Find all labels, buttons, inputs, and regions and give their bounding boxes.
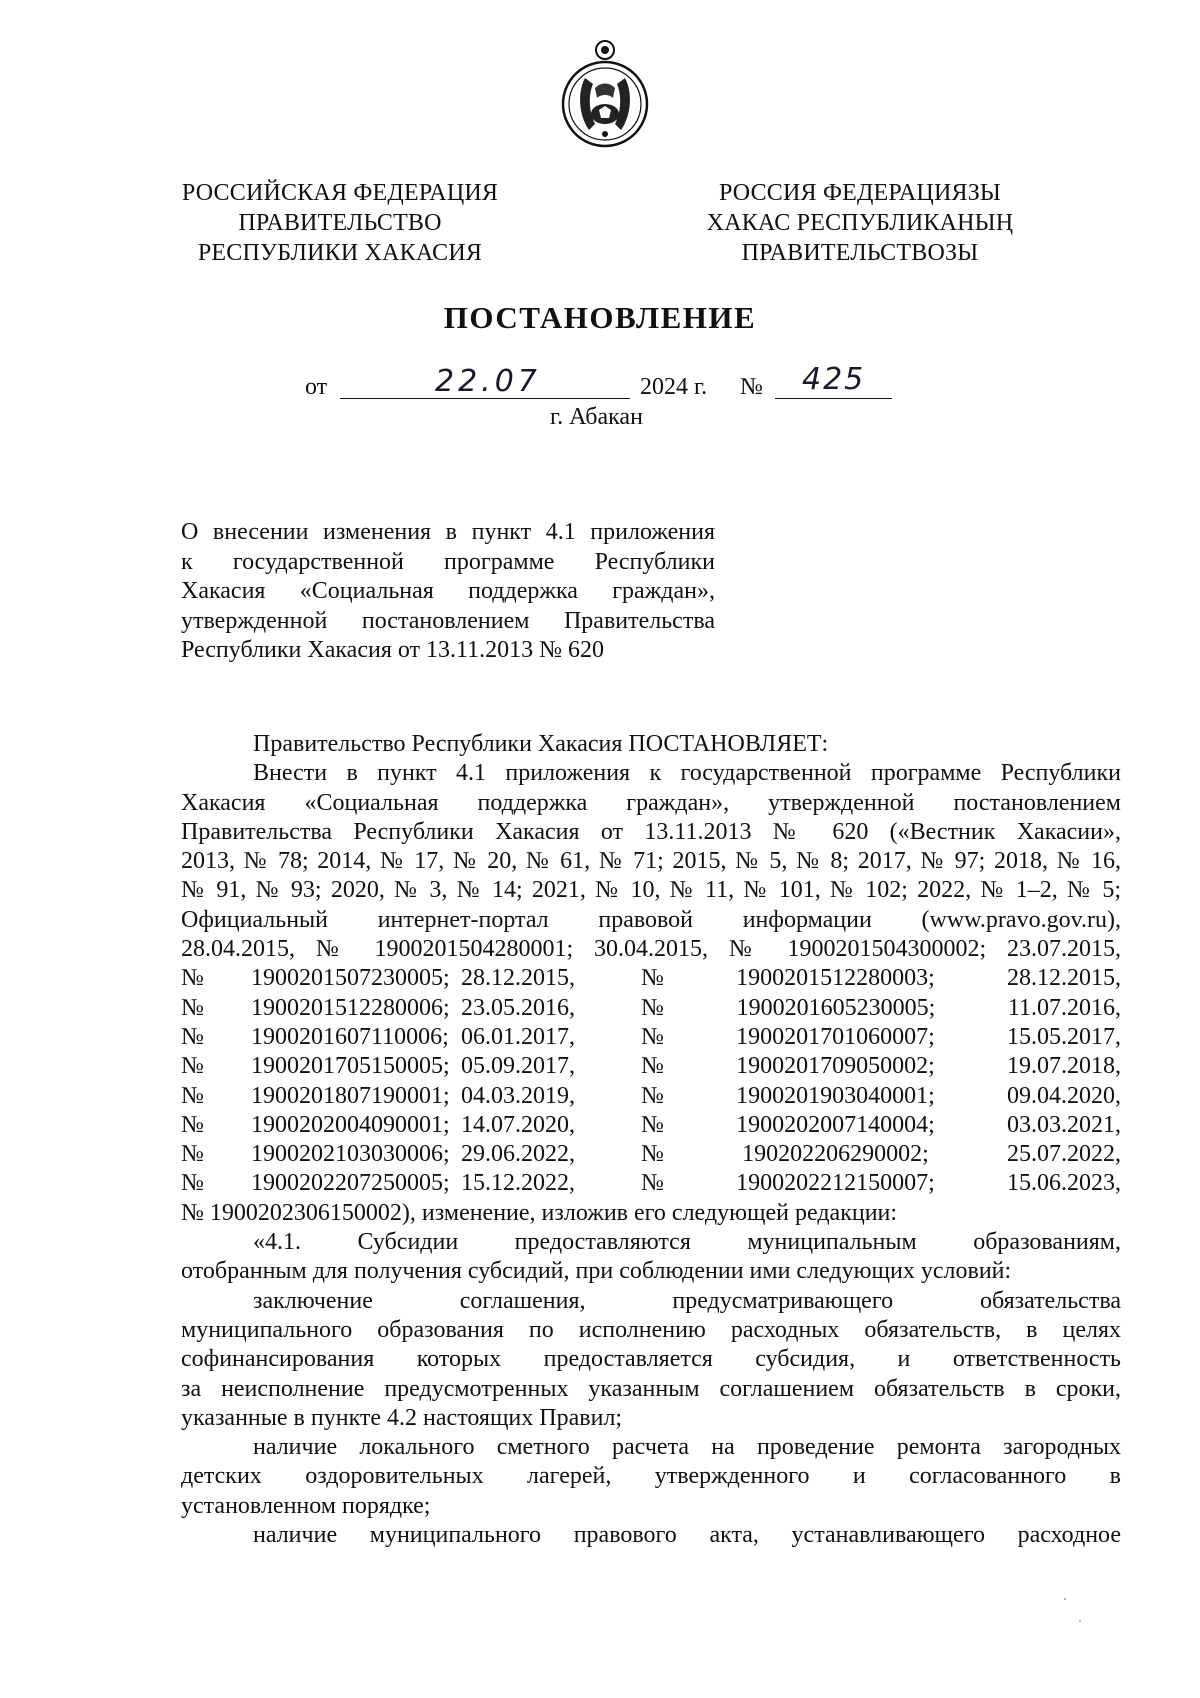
document-body bbox=[181, 730, 1121, 1550]
registry-cell: 11.07.2016, bbox=[1007, 994, 1121, 1021]
registry-cell: № bbox=[181, 1053, 204, 1080]
registry-cell: 03.03.2021, bbox=[1006, 1111, 1121, 1138]
para-line: № 1900202306150002), изменение, изложив его следующей редакции: bbox=[181, 1199, 898, 1226]
registry-row bbox=[181, 1023, 1121, 1052]
condition-line: софинансирования которых предоставляется субсидия, и ответственность bbox=[181, 1346, 1121, 1373]
registry-cell: № bbox=[641, 994, 664, 1021]
registry-cell: 15.12.2022, bbox=[461, 1170, 575, 1197]
registry-cell-group bbox=[641, 1052, 1121, 1081]
registry-cell: № bbox=[641, 1053, 664, 1080]
date-number-line bbox=[0, 362, 1200, 408]
city-label: г. Абакан bbox=[550, 404, 643, 430]
condition-line: наличие локального сметного расчета на проведение ремонта загородных bbox=[253, 1434, 1121, 1461]
registry-cell: № bbox=[181, 1111, 204, 1138]
registry-cell: 1900202207250005; bbox=[251, 1170, 450, 1197]
registry-cell: 1900201512280006; bbox=[251, 994, 450, 1021]
registry-cell: 1900201807190001; bbox=[251, 1082, 450, 1109]
header-left-block bbox=[150, 178, 530, 268]
registry-row bbox=[181, 1111, 1121, 1140]
coat-of-arms-emblem bbox=[555, 38, 655, 150]
para-line: 2013, № 78; 2014, № 17, № 20, № 61, № 71; 2015, № 5, № 8; 2017, № 97; 2018, № 16, bbox=[181, 848, 1121, 875]
registry-cell: 04.03.2019, bbox=[461, 1082, 575, 1109]
registry-cell: 06.01.2017, bbox=[461, 1023, 575, 1050]
registry-cell: 25.07.2022, bbox=[1006, 1141, 1121, 1168]
registry-cell: № bbox=[181, 1023, 204, 1050]
header-right-block bbox=[660, 178, 1060, 268]
document-title: ПОСТАНОВЛЕНИЕ bbox=[443, 300, 757, 335]
subject-line: утвержденной постановлением Правительства bbox=[181, 607, 715, 634]
header-right-line: ХАКАС РЕСПУБЛИКАНЫҢ bbox=[706, 210, 1014, 236]
registry-cell: 1900201607110006; bbox=[251, 1023, 449, 1050]
registry-row bbox=[181, 994, 1121, 1023]
registry-cell-group bbox=[641, 1082, 1121, 1111]
number-label: № bbox=[740, 374, 763, 400]
registry-row bbox=[181, 1140, 1121, 1169]
registry-cell: 1900201507230005; bbox=[251, 965, 450, 992]
para-line: Хакасия «Социальная поддержка граждан», утвержденной постановлением bbox=[181, 789, 1121, 816]
registry-cell: № bbox=[641, 965, 664, 992]
registry-cell: № bbox=[641, 1141, 664, 1168]
number-underline bbox=[775, 398, 892, 399]
subject-line: Республики Хакасия от 13.11.2013 № 620 bbox=[181, 637, 605, 664]
registry-cell: 09.04.2020, bbox=[1006, 1082, 1121, 1109]
registry-cell: 28.12.2015, bbox=[461, 965, 575, 992]
registry-cell: 1900202004090001; bbox=[251, 1111, 450, 1138]
registry-cell: № bbox=[181, 965, 204, 992]
registry-cell-group bbox=[641, 1111, 1121, 1140]
header-left-line: РОССИЙСКАЯ ФЕДЕРАЦИЯ bbox=[181, 180, 499, 206]
para-line: Правительства Республики Хакасия от 13.11.2013 № 620 («Вестник Хакасии», bbox=[181, 818, 1121, 845]
condition-line: установленном порядке; bbox=[181, 1492, 431, 1519]
registry-cell-group bbox=[641, 964, 1121, 993]
subject-line: к государственной программе Республики bbox=[181, 548, 715, 575]
registry-cell: № bbox=[181, 994, 204, 1021]
point-line: отобранным для получения субсидий, при соблюдении ими следующих условий: bbox=[181, 1258, 1012, 1285]
registry-cell: 1900201605230005; bbox=[736, 994, 936, 1021]
condition-line: указанные в пункте 4.2 настоящих Правил; bbox=[181, 1404, 623, 1431]
registry-row bbox=[181, 1169, 1121, 1198]
registry-cell: 19.07.2018, bbox=[1006, 1053, 1121, 1080]
registry-cell: 1900201709050002; bbox=[736, 1053, 935, 1080]
registry-cell: № bbox=[641, 1111, 664, 1138]
para-line: Официальный интернет-портал правовой информации (www.pravo.gov.ru), bbox=[181, 906, 1121, 933]
registry-cell: 190202206290002; bbox=[742, 1141, 929, 1168]
subject-line: Хакасия «Социальная поддержка граждан», bbox=[181, 578, 715, 605]
registry-cell: 1900202212150007; bbox=[736, 1170, 935, 1197]
registry-row bbox=[181, 1082, 1121, 1111]
condition-line: муниципального образования по исполнению расходных обязательств, в целях bbox=[181, 1316, 1121, 1343]
registry-cell: 05.09.2017, bbox=[461, 1053, 575, 1080]
registry-cell: 1900201701060007; bbox=[736, 1023, 935, 1050]
registry-cell: № bbox=[641, 1170, 664, 1197]
registry-cell: 14.07.2020, bbox=[461, 1111, 575, 1138]
registry-cell: № bbox=[181, 1170, 204, 1197]
condition-line: детских оздоровительных лагерей, утвержденного и согласованного в bbox=[181, 1463, 1121, 1490]
registry-cell: 15.06.2023, bbox=[1006, 1170, 1121, 1197]
para-line: № 91, № 93; 2020, № 3, № 14; 2021, № 10, № 11, № 101, № 102; 2022, № 1–2, № 5; bbox=[181, 877, 1121, 904]
point-line: «4.1. Субсидии предоставляются муниципальным образованиям, bbox=[253, 1229, 1121, 1256]
subject-block bbox=[181, 518, 715, 666]
registry-cell: № bbox=[641, 1082, 664, 1109]
para-line: Внести в пункт 4.1 приложения к государственной программе Республики bbox=[253, 760, 1121, 787]
registry-row bbox=[181, 1052, 1121, 1081]
handwritten-number: 425 bbox=[802, 362, 866, 397]
header-right-line: ПРАВИТЕЛЬСТВОЗЫ bbox=[741, 240, 979, 266]
para-line: 28.04.2015, № 1900201504280001; 30.04.2015, № 1900201504300002; 23.07.2015, bbox=[181, 936, 1121, 963]
registry-cell: 1900202103030006; bbox=[251, 1141, 450, 1168]
registry-cell-group bbox=[641, 994, 1121, 1023]
registry-cell: 1900201903040001; bbox=[736, 1082, 935, 1109]
registry-cell: № bbox=[641, 1023, 664, 1050]
header-left-line: ПРАВИТЕЛЬСТВО bbox=[238, 210, 442, 236]
registry-cell: 1900201512280003; bbox=[736, 965, 935, 992]
registry-cell-group bbox=[641, 1023, 1121, 1052]
condition-line: заключение соглашения, предусматривающего обязательства bbox=[253, 1287, 1121, 1314]
registry-cell: 29.06.2022, bbox=[461, 1141, 575, 1168]
registry-cell: № bbox=[181, 1141, 204, 1168]
header-left-line: РЕСПУБЛИКИ ХАКАСИЯ bbox=[197, 240, 483, 266]
registry-cell: № bbox=[181, 1082, 204, 1109]
scan-dot-marks bbox=[1060, 1595, 1090, 1625]
registry-cell: 1900201705150005; bbox=[251, 1053, 450, 1080]
decree-intro: Правительство Республики Хакасия ПОСТАНОВЛЯЕТ: bbox=[253, 731, 829, 757]
condition-line: за неисполнение предусмотренных указанным соглашением обязательств в сроки, bbox=[181, 1375, 1121, 1402]
registry-cell-group bbox=[641, 1140, 1121, 1169]
registry-cell: 1900202007140004; bbox=[736, 1111, 935, 1138]
from-label: от bbox=[305, 374, 328, 400]
handwritten-date: 22.07 bbox=[435, 364, 541, 399]
condition-line: наличие муниципального правового акта, устанавливающего расходное bbox=[253, 1522, 1121, 1549]
registry-cell: 15.05.2017, bbox=[1006, 1023, 1121, 1050]
registry-row bbox=[181, 964, 1121, 993]
registry-cell: 28.12.2015, bbox=[1006, 965, 1121, 992]
year-label: 2024 г. bbox=[640, 374, 708, 400]
registry-cell-group bbox=[641, 1169, 1121, 1198]
header-right-line: РОССИЯ ФЕДЕРАЦИЯЗЫ bbox=[718, 180, 1002, 206]
registry-cell: 23.05.2016, bbox=[461, 994, 575, 1021]
subject-line: О внесении изменения в пункт 4.1 приложения bbox=[181, 519, 715, 545]
